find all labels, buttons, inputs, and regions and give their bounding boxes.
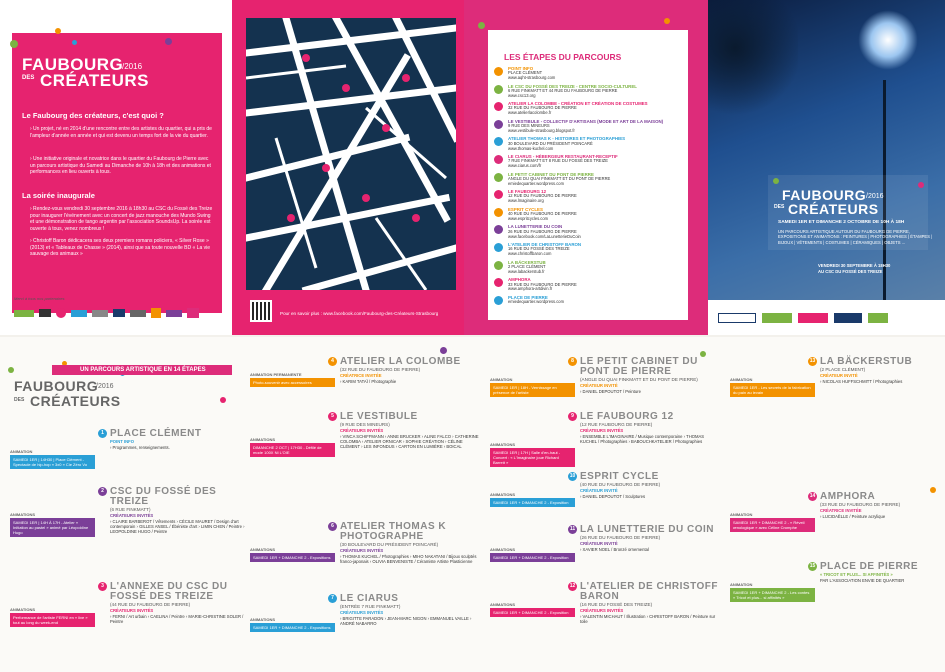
- etape-line2[interactable]: www.csc13.org: [508, 92, 536, 98]
- stop-subtitle: CRÉATEUR INVITÉ: [580, 541, 618, 546]
- stop-subtitle: CRÉATEURS INVITÉS: [340, 548, 384, 553]
- animation-box: SAMEDI 1ER + DIMANCHE 2 - « Réveil œnologique » avec Céline Cromphe: [730, 518, 815, 532]
- etape-line1: 26 RUE DU FAUBOURG DE PIERRE: [508, 228, 577, 234]
- etape-item: [494, 101, 684, 116]
- etape-number-badge: [494, 243, 503, 252]
- stop-number-badge: [568, 582, 577, 591]
- etape-line1: ANGLE DU QUAI FINKMATT ET DU PONT DE PIERRE: [508, 175, 611, 181]
- partners-label: Merci à tous nos partenaires: [14, 296, 65, 301]
- stop-body: › THOMAS KUCHEL / Photographies › MIHO NAKATANI / Bijoux sculptés franco-japonais › OLIVIA BENVENISTE / Céramiste Artiste Plasticienne: [340, 553, 477, 564]
- stop-address: (12 RUE FAUBOURG DE PIERRE): [580, 422, 653, 427]
- etape-name: LE PETIT CABINET DU PONT DE PIERRE: [508, 171, 594, 177]
- cover-title-createurs: CRÉATEURS: [40, 71, 150, 90]
- etape-item: [494, 66, 684, 81]
- etape-item: [494, 84, 684, 99]
- stop-number: 3: [101, 583, 104, 589]
- stop-body: › VINCA SCHIFFMANN › ANNE BRUCKER › ALINE FALCO › CATHERINE COLOMBA › ATELIER ORNICAR › SOPHIE CRÉATION › CÉLINE CLÉMENT › LES INFONDUS › CARTON EN LUMIÈRE › BOICAL: [340, 433, 479, 450]
- stop-address: (26 RUE DU FAUBOURG DE PIERRE): [580, 535, 661, 540]
- animation-box: DIMANCHE 2 OCT | 17H30 - Défilé de mode 100X NI L'OIE: [250, 443, 335, 457]
- cover-title-year: /2016: [122, 62, 143, 71]
- animation-heading: ANIMATION: [10, 449, 33, 454]
- stop-number: 7: [331, 595, 334, 601]
- animation-box: SAMEDI 1ER | 14H30 | Place Clément - Spectacle de hip-hop « 3x0 » Cie Zéro Vo: [10, 455, 95, 469]
- stop-title: L'ATELIER DE CHRISTOFF BARON: [580, 581, 719, 602]
- stop-subtitle: CRÉATEUR INVITÉ: [820, 373, 858, 378]
- etape-line1: 12 RUE DU FAUBOURG DE PIERRE: [508, 193, 577, 199]
- etape-line1: PLACE CLÉMENT: [508, 70, 543, 76]
- stop-address: (30 BOULEVARD DU PRÉSIDENT POINCARÉ): [340, 542, 439, 547]
- etape-name: POINT INFO: [508, 66, 534, 71]
- etape-line1: 30 BOULEVARD DU PRÉSIDENT POINCARÉ: [508, 140, 593, 146]
- etape-line2[interactable]: www.espritcycles.com: [508, 215, 549, 221]
- etape-item: [494, 242, 684, 257]
- stop-title: ESPRIT CYCLE: [580, 471, 659, 482]
- stop-address: (ENTRÉE 7 RUE FINKMATT): [340, 604, 401, 609]
- etape-line1: 32 RUE DU FAUBOURG DE PIERRE: [508, 105, 577, 111]
- cover-bullet-1: › Un projet, né en 2014 d'une rencontre entre des artistes du quartier, qui a pris de l'ampleur d'année en année et qui est devenu un temps fort de la vie du quartier.: [30, 126, 212, 139]
- animation-box: SAMEDI 1ER | 14H À 17H - Atelier « Initiation au pastel » animé par Léopoldine Hugo: [10, 518, 95, 537]
- etape-name: LA BÄCKERSTUB: [508, 259, 546, 265]
- etape-number-badge: [494, 173, 503, 182]
- stop-14: [809, 491, 945, 519]
- stop-address: (32 RUE DU FAUBOURG DE PIERRE): [340, 367, 421, 372]
- etape-item: [494, 119, 684, 134]
- stop-body: › XAVIER NOEL / Bronzé ornemental: [580, 546, 649, 552]
- photo-cover-panel: [708, 0, 945, 335]
- stop-subtitle: CRÉATEUR INVITÉ: [580, 383, 618, 388]
- etape-line2[interactable]: www.aqht-strasbourg.com: [508, 75, 556, 81]
- stop-number-badge: [808, 562, 817, 571]
- stop-body: › DANIEL DEPOUTOT / Sculptures: [580, 493, 646, 499]
- cover-bullet-2: › Une initiative originale et novatrice dans le quartier du Faubourg de Pierre avec un parcours artistique du Samedi au Dimanche de 10h à 18h et des animations et performances en lieu ouverts à tous.: [30, 156, 211, 175]
- animation-heading: ANIMATION: [730, 377, 753, 382]
- stop-address: (9 RUE DES MINEURS): [340, 422, 390, 427]
- stop-number-badge: [568, 472, 577, 481]
- stop-body: › FERNI / Art urbain › CAELINA / Peintre › MARIE-CHRISTINE SOLER / Peintre: [110, 613, 244, 624]
- etape-item: [494, 207, 684, 222]
- stop-15: [809, 561, 945, 583]
- stop-body: › KARIM TATAÏ / Photographie: [340, 378, 397, 384]
- etape-line1: 2 PLACE CLÉMENT: [508, 263, 546, 269]
- animation-heading: ANIMATIONS: [250, 617, 276, 622]
- stop-subtitle: CRÉATEURS INVITÉS: [340, 428, 384, 433]
- stop-6: [331, 521, 480, 564]
- etape-name: LE VESTIBULE - COLLECTIF D'ARTISANS (MODE ET ART DE LA MAISON): [508, 118, 664, 124]
- stop-number-badge: [568, 357, 577, 366]
- stop-10: [569, 471, 720, 499]
- etape-number-badge: [494, 85, 503, 94]
- soiree-title: La soirée inaugurale: [22, 191, 95, 200]
- etape-number-badge: [494, 67, 503, 76]
- etape-number-badge: [494, 278, 503, 287]
- etape-item: [494, 224, 684, 239]
- etape-line1: 6 RUE FINKMATT ET 44 RUE DU FAUBOURG DE PIERRE: [508, 87, 618, 93]
- stop-3: [101, 581, 250, 624]
- soiree-bullet-2: › Christoff Baron dédicacera ses deux premiers romans policiers, « Silver Rose » (2013) et « Tableaux de Chasse » (2014), ainsi que sa toute nouvelle BD « La vie sauvage des animaux »: [30, 238, 211, 257]
- back-title-createurs: CRÉATEURS: [788, 201, 879, 217]
- stop-address: (ANGLE DU QUAI FINKMATT ET DU PONT DE PIERRE): [580, 377, 698, 382]
- stop-subtitle: CRÉATEURS INVITÉS: [580, 428, 624, 433]
- stop-title: ATELIER LA COLOMBE: [340, 356, 461, 367]
- stop-address: (33 RUE DU FAUBOURG DE PIERRE): [820, 502, 901, 507]
- back-title-faubourg: FAUBOURG: [782, 187, 867, 203]
- etape-number-badge: [494, 208, 503, 217]
- stop-title: L'ANNEXE DU CSC DU FOSSÉ DES TREIZE: [110, 581, 228, 602]
- stop-title: ATELIER THOMAS K PHOTOGRAPHE: [340, 521, 447, 542]
- program-title-faubourg: FAUBOURG: [14, 378, 99, 394]
- stop-number-badge: [98, 487, 107, 496]
- etape-line1: emiedequartier.wordpress.com: [508, 299, 564, 305]
- etape-name: L'ATELIER DE CHRISTOFF BARON: [508, 242, 582, 248]
- animation-box: SAMEDI 1ER + DIMANCHE 2 - Exposition: [490, 498, 575, 507]
- etape-line1: 33 RUE DU FAUBOURG DE PIERRE: [508, 281, 577, 287]
- etape-name: ATELIER THOMAS K - HISTOIRES ET PHOTOGRAPHIES: [508, 136, 626, 142]
- animation-heading: ANIMATIONS: [250, 437, 276, 442]
- animation-heading: ANIMATION PERMANENTE: [250, 372, 302, 377]
- soiree-bullet-1: › Rendez-vous vendredi 30 septembre 2016 à 18h30 au CSC du Fossé des Treize pour inaugurer l'événement avec un concert de jazz manouche des Mundo Swing et une démonstration de tango argentin par l'association SoundsUp. La soirée est ouverte à tous, venez nombreux !: [30, 206, 213, 232]
- etape-line2[interactable]: www.atelierlacolombe.fr: [508, 110, 552, 116]
- map-footer-link[interactable]: Pour en savoir plus : www.facebook.com/Faubourg-des-Créateurs-Strasbourg: [280, 311, 439, 316]
- stop-subtitle: CRÉATEURS INVITÉS: [340, 610, 384, 615]
- stop-number-badge: [568, 525, 577, 534]
- etape-line1: 16 RUE DU FOSSÉ DES TREIZE: [508, 246, 570, 252]
- stop-subtitle: CRÉATRICE INVITÉE: [340, 373, 382, 378]
- etape-line2[interactable]: www.lmaginaire.org: [508, 198, 544, 204]
- etape-item: [494, 295, 684, 305]
- stop-4: [331, 356, 480, 384]
- stop-address: (40 RUE DU FAUBOURG DE PIERRE): [580, 482, 661, 487]
- stop-number-badge: [808, 357, 817, 366]
- etape-number-badge: [494, 120, 503, 129]
- animation-heading: ANIMATIONS: [10, 512, 36, 517]
- etape-line2[interactable]: www.labackerstub.fr: [508, 268, 545, 274]
- etape-number-badge: [494, 225, 503, 234]
- stop-address: (44 RUE DU FAUBOURG DE PIERRE): [110, 602, 191, 607]
- stop-title: LA LUNETTERIE DU COIN: [580, 524, 715, 535]
- program-spread: [0, 337, 945, 672]
- stop-number-badge: [98, 582, 107, 591]
- stop-number-badge: [808, 492, 817, 501]
- etape-number-badge: [494, 190, 503, 199]
- animation-box: SAMEDI 1ER + DIMANCHE 2 - Les contes « Tricot et plus... si affinités »: [730, 588, 815, 602]
- etapes-panel: [464, 0, 708, 335]
- back-title-year: /2016: [866, 193, 884, 200]
- stop-8: [571, 356, 720, 394]
- etape-number-badge: [494, 261, 503, 270]
- stop-body: PAR L'ASSOCIATION ENVIE DE QUARTIER: [820, 577, 905, 583]
- animation-heading: ANIMATIONS: [490, 442, 516, 447]
- etape-item: [494, 136, 684, 151]
- animation-box: Photo-souvenir avec accessoires: [250, 378, 335, 387]
- stop-number: 2: [101, 488, 104, 494]
- stop-number-badge: [328, 357, 337, 366]
- animation-heading: ANIMATIONS: [490, 602, 516, 607]
- stop-number-badge: [568, 412, 577, 421]
- stop-title: LE CIARUS: [340, 593, 399, 604]
- etape-line2[interactable]: www.christoffbaron.com: [508, 251, 552, 257]
- animation-box: SAMEDI 1ER + DIMANCHE 2 - Exposition: [490, 608, 575, 617]
- stop-11: [569, 524, 720, 552]
- street-map[interactable]: [246, 18, 456, 290]
- back-inaug: VENDREDI 30 SEPTEMBRE À 18H30: [818, 263, 891, 268]
- animation-box: SAMEDI 1ER - Les secrets de la fabrication du pain au levain: [730, 383, 815, 397]
- etape-line2[interactable]: www.vestibule-strasbourg.blogspot.fr: [508, 127, 575, 133]
- stop-number: 8: [571, 358, 574, 364]
- stop-subtitle: CRÉATEUR INVITÉ: [580, 488, 618, 493]
- etapes-list: [494, 66, 684, 308]
- stop-title: AMPHORA: [820, 491, 876, 502]
- animation-heading: ANIMATION: [730, 582, 753, 587]
- stop-number-badge: [328, 412, 337, 421]
- stop-title: LE PETIT CABINET DU PONT DE PIERRE: [580, 356, 698, 377]
- stop-title: LE VESTIBULE: [340, 411, 418, 422]
- stop-body: › CLAIRE BARBEROT / Vêtements › CÉCILE MAURET / Design d'art contemporain › GILLES ANSEL / Ébéniste d'art › LIMIN CHEN / Peintre › LEOPOLDINE HUGO / Peintre: [110, 518, 245, 535]
- stop-2: [101, 486, 250, 535]
- stop-7: [331, 593, 480, 626]
- stop-subtitle: POINT INFO: [110, 439, 134, 444]
- etape-number-badge: [494, 137, 503, 146]
- animation-heading: ANIMATIONS: [250, 547, 276, 552]
- stop-number-badge: [328, 522, 337, 531]
- stop-number: 13: [809, 358, 816, 364]
- stop-body: › VALENTIN MICHAUT / Illustration › CHRISTOFF BARON / Peinture sur toile: [580, 613, 716, 624]
- animation-heading: ANIMATIONS: [490, 492, 516, 497]
- stop-address: (2 PLACE CLÉMENT): [820, 367, 866, 372]
- stop-body: › LUCIDAËLLE / Peinture acrylique: [820, 513, 886, 519]
- stop-body: › DANIEL DEPOUTOT / Peinture: [580, 388, 641, 394]
- stop-number: 14: [809, 493, 816, 499]
- animation-heading: ANIMATIONS: [490, 547, 516, 552]
- stop-12: [569, 581, 720, 624]
- stop-5: [331, 411, 480, 450]
- stop-number: 12: [569, 583, 576, 589]
- stop-address: (16 RUE DU FOSSÉ DES TREIZE): [580, 602, 653, 607]
- etape-name: LE FAUBOURG 12: [508, 189, 547, 195]
- back-dates: SAMEDI 1ER ET DIMANCHE 2 OCTOBRE DE 10H À 18H: [778, 220, 905, 225]
- stop-number-badge: [328, 594, 337, 603]
- etape-name: LA LUNETTERIE DU COIN: [508, 224, 563, 230]
- stop-body: › BRIGITTE PARADON › JEAN-MARC NIGON › EMMANUEL VAILLE › ANDRÉ NABARRO: [340, 615, 472, 626]
- etape-name: ESPRIT CYCLES: [508, 206, 543, 212]
- etape-name: AMPHORA: [508, 277, 531, 283]
- back-desc: UN PARCOURS ARTISTIQUE AUTOUR DU FAUBOURG DE PIERRE, EXPOSITIONS ET ANIMATIONS : PEINTURES | PHOTOGRAPHIES | ÉTAMPES | BIJOUX | VÊTEMENTS | COSTUMES | CÉRAMIQUES | OBJETS ...: [778, 229, 933, 245]
- etape-number-badge: [494, 296, 503, 305]
- stop-number-badge: [98, 429, 107, 438]
- etape-line1: 7 RUE FINKMATT ET 8 RUE DU FOSSÉ DES TREIZE: [508, 158, 609, 164]
- etape-name: LE CIARUS - HÉBERGEUR RESTAURANT-RECEPTIF: [508, 154, 618, 160]
- stop-title: PLACE CLÉMENT: [110, 428, 202, 439]
- etape-line1: 40 RUE DU FAUBOURG DE PIERRE: [508, 211, 577, 217]
- etape-line2[interactable]: www.ciarus.com/fr: [508, 163, 542, 169]
- animation-box: SAMEDI 1ER + DIMANCHE 2 - Expositions: [250, 553, 335, 562]
- program-title-createurs: CRÉATEURS: [30, 393, 121, 409]
- stop-number: 15: [809, 563, 816, 569]
- partner-logos: [14, 306, 219, 320]
- etape-line2[interactable]: emiedequartier.wordpress.com: [508, 180, 564, 186]
- stop-body: › NICOLAS HUFFSCHMITT / Photographies: [820, 378, 903, 384]
- animation-heading: ANIMATION: [730, 512, 753, 517]
- stop-body: › Programmes, renseignements.: [110, 444, 170, 450]
- front-cover-panel: [0, 0, 232, 335]
- stop-subtitle: « TRICOT ET PLUS... SI AFFINITÉS »: [820, 572, 893, 577]
- cover-title-des: DES: [22, 75, 35, 81]
- cover-title-faubourg: FAUBOURG: [22, 55, 124, 74]
- sun-glow: [858, 10, 918, 70]
- etape-item: [494, 189, 684, 204]
- etape-line2[interactable]: www.amphora-artdivin.fr: [508, 286, 553, 292]
- stop-number: 5: [331, 413, 334, 419]
- stop-subtitle: CRÉATEURS INVITÉS: [110, 608, 154, 613]
- program-title-des: DES: [14, 397, 25, 403]
- animation-box: SAMEDI 1ER | 17H | Salle d'en-haut - Concert : « L'Imaginaire joue Richard Barrett »: [490, 448, 575, 467]
- stop-title: LE FAUBOURG 12: [580, 411, 674, 422]
- etape-item: [494, 154, 684, 169]
- stop-number: 1: [101, 430, 104, 436]
- animation-heading: ANIMATIONS: [10, 607, 36, 612]
- stop-title: CSC DU FOSSÉ DES TREIZE: [110, 486, 217, 507]
- animation-heading: ANIMATION: [490, 377, 513, 382]
- stop-subtitle: CRÉATEURS INVITÉS: [580, 608, 624, 613]
- etape-item: [494, 277, 684, 292]
- stop-number: 4: [331, 358, 334, 364]
- etape-item: [494, 260, 684, 275]
- stop-title: PLACE DE PIERRE: [820, 561, 919, 572]
- stop-number: 9: [571, 413, 574, 419]
- stop-9: [571, 411, 720, 444]
- back-inaug-place: AU CSC DU FOSSÉ DES TREIZE: [818, 269, 883, 274]
- animation-box: SAMEDI 1ER + DIMANCHE 2 - Expositions: [250, 623, 335, 632]
- etape-line2[interactable]: www.facebook.com/LaLunetterieDuCoin: [508, 233, 581, 239]
- cover-question: Le Faubourg des créateurs, c'est quoi ?: [22, 111, 164, 120]
- stop-title: LA BÄCKERSTUB: [820, 356, 913, 367]
- stop-1: [101, 428, 250, 450]
- back-title-des: DES: [774, 204, 785, 210]
- tree-silhouette: [708, 0, 798, 120]
- etapes-title: LES ÉTAPES DU PARCOURS: [504, 52, 622, 62]
- stop-13: [809, 356, 945, 384]
- program-title-year: /2016: [96, 383, 114, 390]
- animation-box: SAMEDI 1ER | 18H - Vernissage en présence de l'artiste: [490, 383, 575, 397]
- stop-number: 6: [331, 523, 334, 529]
- stop-number: 11: [569, 526, 576, 532]
- etape-name: LE CSC DU FOSSÉ DES TREIZE - CENTRE SOCIO-CULTUREL: [508, 83, 637, 89]
- program-banner: UN PARCOURS ARTISTIQUE EN 14 ÉTAPES: [80, 367, 206, 373]
- map-panel: [232, 0, 464, 335]
- animation-box: Performance de l'artiste FERNI en « live » tout au long du week-end: [10, 613, 95, 627]
- etape-number-badge: [494, 155, 503, 164]
- stop-subtitle: CRÉATRICE INVITÉE: [820, 508, 862, 513]
- stop-number: 10: [569, 473, 576, 479]
- etape-line2[interactable]: www.thomas-kuchel.com: [508, 145, 554, 151]
- stop-address: (6 RUE FINKMATT): [110, 507, 151, 512]
- qr-code[interactable]: [250, 300, 272, 322]
- sponsor-logos: [708, 300, 945, 335]
- stop-body: › ENSEMBLE L'IMAGINAIRE / Musique contemporaine › THOMAS KUCHEL / Photographies › BABOUCHKATELIER / Photographies: [580, 433, 705, 444]
- animation-box: SAMEDI 1ER + DIMANCHE 2 - Exposition: [490, 553, 575, 562]
- stop-subtitle: CRÉATEURS INVITÉS: [110, 513, 154, 518]
- etape-name: PLACE DE PIERRE: [508, 294, 548, 300]
- etape-number-badge: [494, 102, 503, 111]
- etape-item: [494, 172, 684, 187]
- etape-name: ATELIER LA COLOMBE - CRÉATION ET CRÉATION DE COSTUMES: [508, 101, 648, 107]
- etape-line1: 9 RUE DES MINEURS: [508, 123, 550, 129]
